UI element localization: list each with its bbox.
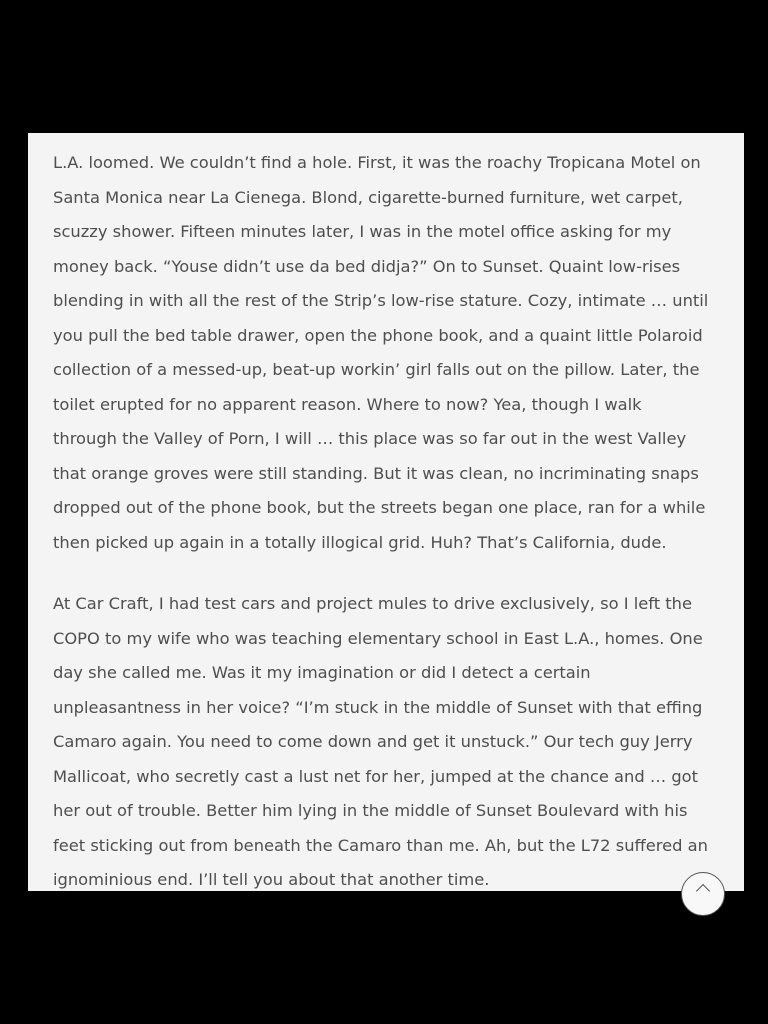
article-body <box>53 146 739 891</box>
paragraph-line: Mallicoat, who secretly cast a lust net for her, jumped at the chance and … got <box>53 766 699 786</box>
paragraph-line: through the Valley of Porn, I will … this place was so far out in the west Valley <box>53 429 687 448</box>
paragraph-line: toilet erupted for no apparent reason. Where to now? Yea, though I walk <box>53 394 642 414</box>
paragraph-line: money back. “Youse didn’t use da bed didja?” On to Sunset. Quaint low-rises <box>53 256 681 276</box>
paragraph-line: her out of trouble. Better him lying in the middle of Sunset Boulevard with his <box>53 801 688 820</box>
article-paragraph <box>53 146 739 560</box>
paragraph-line: dropped out of the phone book, but the streets began one place, ran for a while <box>53 498 706 517</box>
chevron-up-icon <box>696 884 710 898</box>
paragraph-line: Camaro again. You need to come down and get it unstuck.” Our tech guy Jerry <box>53 732 693 751</box>
paragraph-line: L.A. loomed. We couldn’t find a hole. First, it was the roachy Tropicana Motel on <box>53 153 701 172</box>
article-panel <box>28 133 744 891</box>
paragraph-line: scuzzy shower. Fifteen minutes later, I was in the motel office asking for my <box>53 222 672 241</box>
article-paragraph <box>53 587 739 891</box>
paragraph-line: you pull the bed table drawer, open the phone book, and a quaint little Polaroid <box>53 325 703 345</box>
paragraph-line: COPO to my wife who was teaching elementary school in East L.A., homes. One <box>53 628 703 648</box>
paragraph-line: ignominious end. I’ll tell you about that another time. <box>53 870 490 889</box>
paragraph-line: Santa Monica near La Cienega. Blond, cigarette-burned furniture, wet carpet, <box>53 187 683 207</box>
paragraph-line: then picked up again in a totally illogical grid. Huh? That’s California, dude. <box>53 532 667 552</box>
scroll-to-top-button[interactable] <box>681 872 725 916</box>
paragraph-line: day she called me. Was it my imagination or did I detect a certain <box>53 663 591 682</box>
paragraph-line: unpleasantness in her voice? “I’m stuck in the middle of Sunset with that effing <box>53 697 703 717</box>
paragraph-line: blending in with all the rest of the Strip’s low-rise stature. Cozy, intimate … until <box>53 291 709 310</box>
paragraph-line: feet sticking out from beneath the Camaro than me. Ah, but the L72 suffered an <box>53 835 708 855</box>
paragraph-line: At Car Craft, I had test cars and project mules to drive exclusively, so I left the <box>53 594 693 613</box>
paragraph-line: collection of a messed-up, beat-up workin’ girl falls out on the pillow. Later, the <box>53 360 700 379</box>
paragraph-line: that orange groves were still standing. But it was clean, no incriminating snaps <box>53 463 699 483</box>
bottom-black-area <box>0 891 768 1024</box>
